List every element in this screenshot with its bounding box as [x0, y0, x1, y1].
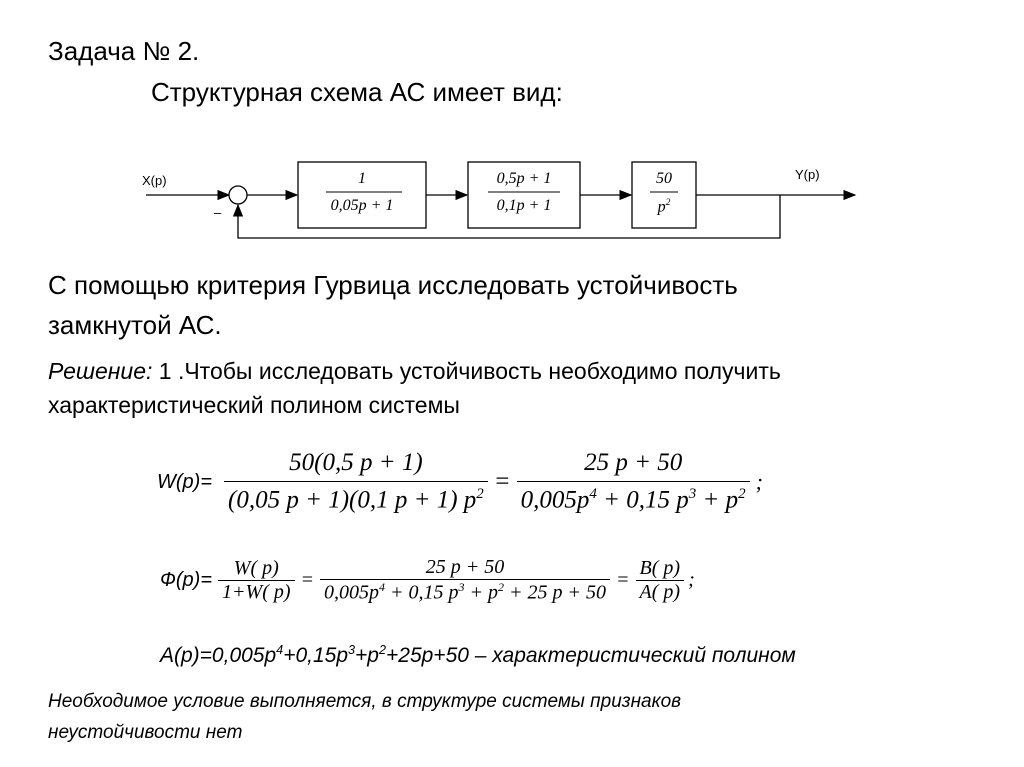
- conclusion-line1: Необходимое условие выполняется, в структуре системы признаков: [48, 691, 682, 712]
- task-line1: С помощью критерия Гурвица исследовать устойчивость: [48, 270, 738, 300]
- characteristic-polynomial: $A(p)=0,005p^4+0,15p^3+p^2+25p+50$ – характеристический полином: [160, 643, 796, 667]
- solution-line2: характеристический полином системы: [48, 392, 460, 418]
- block1-num: 1: [358, 170, 366, 187]
- solution-line1: Решение: 1 .Чтобы исследовать устойчивость необходимо получить: [48, 358, 781, 384]
- block3-den: $p^2$: [657, 197, 671, 216]
- task-line2: замкнутой АС.: [48, 310, 222, 340]
- block3-num: 50: [656, 170, 672, 187]
- task-title: Задача № 2.: [48, 36, 200, 66]
- solution-label: Решение:: [48, 358, 153, 384]
- conclusion-line2: неустойчивости нет: [48, 722, 243, 743]
- block-diagram: [0, 0, 1024, 260]
- input-label: X(p): [142, 173, 167, 188]
- output-label: Y(p): [795, 167, 820, 182]
- minus-sign: –: [214, 205, 222, 220]
- block1-den: 0,05p + 1: [330, 197, 394, 214]
- formula-w: W(p)= $\frac{50(0,5 p + 1)}{(0,05 p + 1)(0,1 p + 1) p^2}$ = $\frac{25 p + 50}{0,005p^4 + 0,15 p^3 + p^2}$ ;: [157, 449, 763, 514]
- formula-phi: Ф(p)= $\frac{W( p)}{1+W( p)}$ = $\frac{25 p + 50}{0,005p^4 + 0,15 p^3 + p^2 + 25 p + 50}$ = $\frac{B( p)}{A( p)}$ ;: [160, 555, 695, 604]
- block2-den: 0,1p + 1: [496, 197, 552, 214]
- block2-num: 0,5p + 1: [496, 170, 552, 187]
- summing-junction: [229, 186, 247, 204]
- task-subtitle: Структурная схема АС имеет вид:: [151, 77, 563, 107]
